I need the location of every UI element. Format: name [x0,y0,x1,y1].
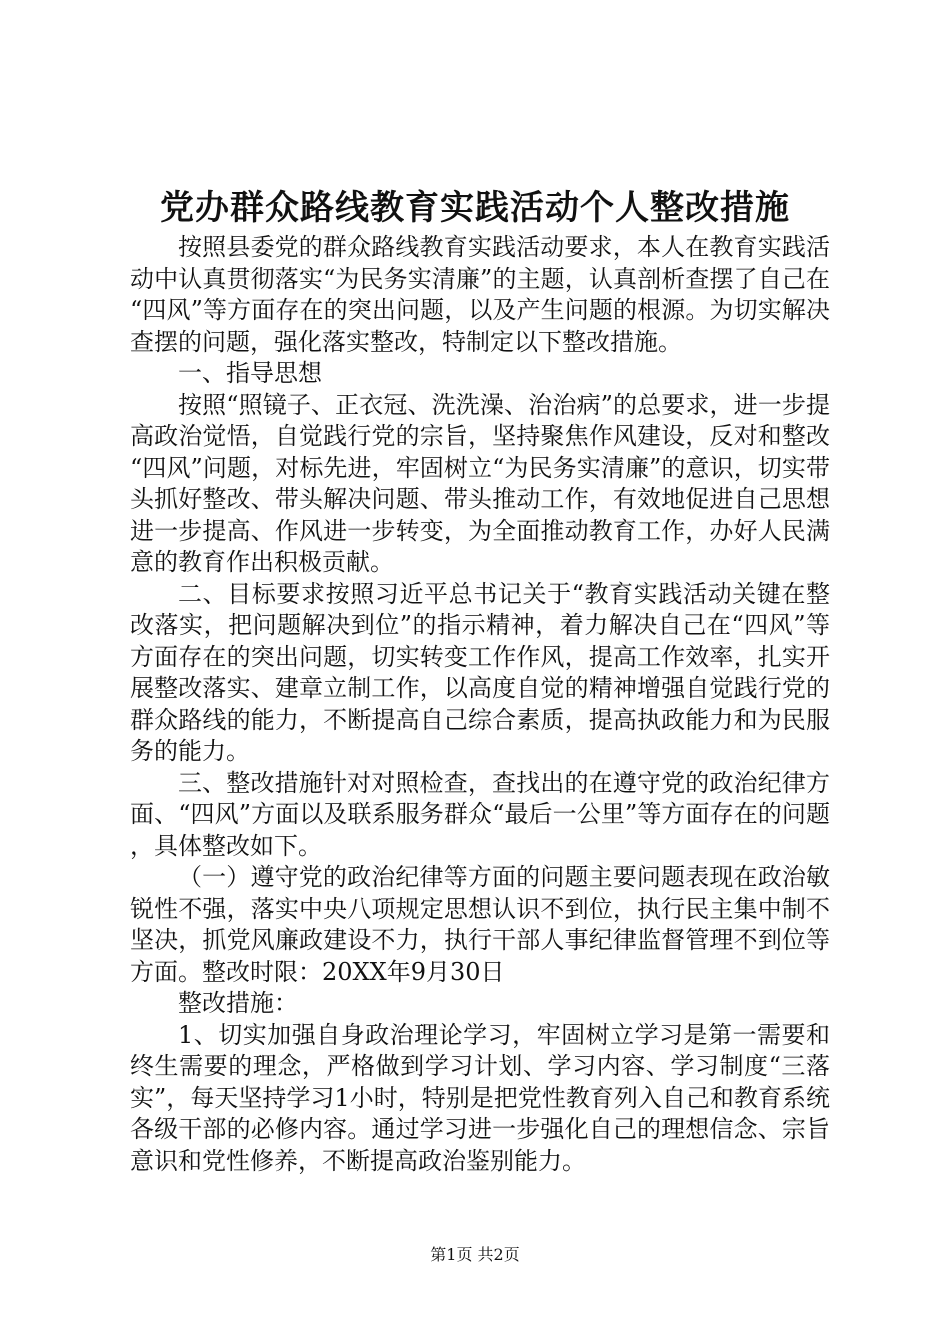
paragraph-political-discipline: （一）遵守党的政治纪律等方面的问题主要问题表现在政治敏锐性不强，落实中央八项规定思想认识不到位，执行民主集中制不坚决，抓党风廉政建设不力，执行干部人事纪律监督管理不到位等方面。整改时限：20XX年9月30日 [130,863,830,986]
paragraph-measures: 三、整改措施针对对照检查，查找出的在遵守党的政治纪律方面、“四风”方面以及联系服务群众“最后一公里”等方面存在的问题，具体整改如下。 [130,768,830,860]
heading-guiding-ideology: 一、指导思想 [178,359,322,387]
document-body [130,232,830,1177]
page-footer: 第1页 共2页 [430,1245,520,1264]
paragraph-measure-1: 1、切实加强自身政治理论学习，牢固树立学习是第一需要和终生需要的理念，严格做到学习计划、学习内容、学习制度“三落实”，每天坚持学习1小时，特别是把党性教育列入自己和教育系统各级干部的必修内容。通过学习进一步强化自己的理想信念、宗旨意识和党性修养，不断提高政治鉴别能力。 [130,1020,830,1175]
document-title: 党办群众路线教育实践活动个人整改措施 [160,188,790,228]
paragraph-intro: 按照县委党的群众路线教育实践活动要求，本人在教育实践活动中认真贯彻落实“为民务实清廉”的主题，认真剖析查摆了自己在“四风”等方面存在的突出问题，以及产生问题的根源。为切实解决查摆的问题，强化落实整改，特制定以下整改措施。 [130,233,830,356]
heading-rectification-measures: 整改措施： [178,989,298,1017]
paragraph-objectives: 二、目标要求按照习近平总书记关于“教育实践活动关键在整改落实，把问题解决到位”的指示精神，着力解决自己在“四风”等方面存在的突出问题，切实转变工作作风，提高工作效率，扎实开展整改落实、建章立制工作，以高度自觉的精神增强自觉践行党的群众路线的能力，不断提高自己综合素质，提高执政能力和为民服务的能力。 [130,579,830,765]
paragraph-guiding-ideology: 按照“照镜子、正衣冠、洗洗澡、治治病”的总要求，进一步提高政治觉悟，自觉践行党的宗旨，坚持聚焦作风建设，反对和整改“四风”问题，对标先进，牢固树立“为民务实清廉”的意识，切实带头抓好整改、带头解决问题、带头推动工作，有效地促进自己思想进一步提高、作风进一步转变，为全面推动教育工作，办好人民满意的教育作出积极贡献。 [130,390,830,576]
